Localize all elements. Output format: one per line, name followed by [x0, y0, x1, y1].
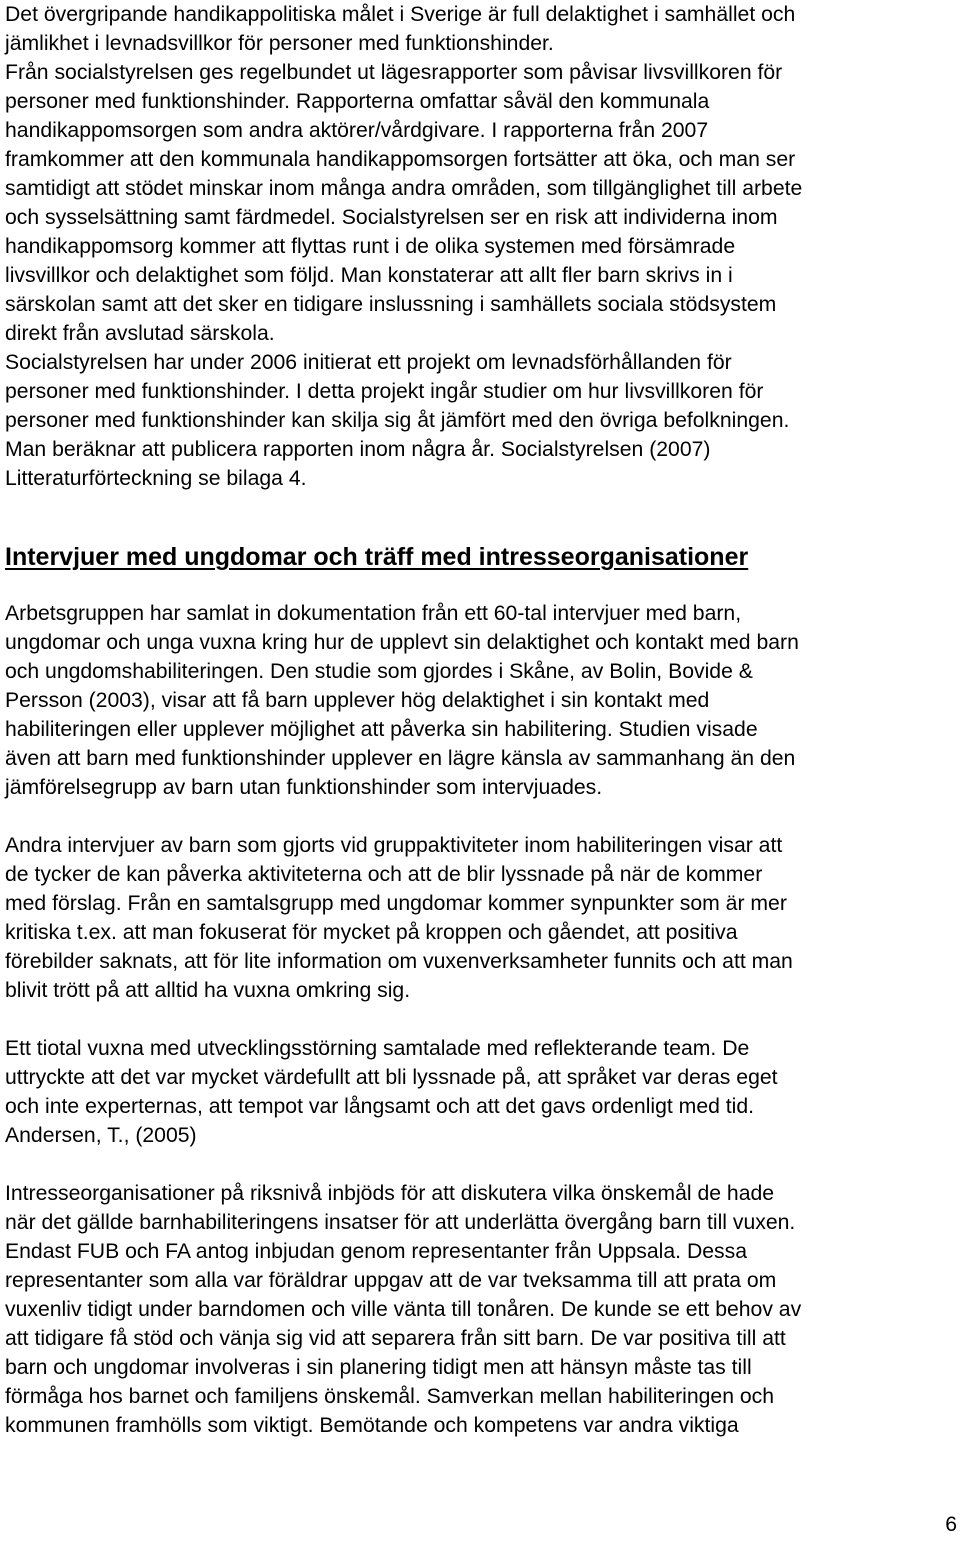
spacer	[5, 802, 953, 831]
paragraph-group-activities: Andra intervjuer av barn som gjorts vid gruppaktiviteter inom habiliteringen visar att de tycker de kan påverka aktiviteterna och att de blir lyssnade på när de kommer med förslag. Från en samtalsgrupp med ungdomar kommer synpunkter som är mer kritiska t.ex. att man fokuserat för mycket på kroppen och gåendet, att positiva förebilder saknats, att för lite information om vuxenverksamheter funnits och att man blivit trött på att alltid ha vuxna omkring sig.	[5, 834, 793, 1002]
spacer	[5, 493, 953, 541]
paragraph-policy-goal: Det övergripande handikappolitiska målet i Sverige är full delaktighet i samhället och jämlikhet i levnadsvillkor för personer med funktionshinder. Från socialstyrelsen ges regelbundet ut lägesrapporter som påvisar livsvillkoren för personer med funktionshinder. Rapporterna omfattar såväl den kommunala handikappomsorgen som andra aktörer/vårdgivare. I rapporterna från 2007 framkommer att den kommunala handikappomsorgen fortsätter att öka, och man ser samtidigt att stödet minskar inom många andra områden, som tillgänglighet till arbete och sysselsättning samt färdmedel. Socialstyrelsen ser en risk att individerna inom handikappomsorg kommer att flyttas runt i de olika systemen med försämrade livsvillkor och delaktighet som följd. Man konstaterar att allt fler barn skrivs in i särskolan samt att det sker en tidigare inslussning i samhällets sociala stödsystem direkt från avslutad särskola.	[5, 3, 803, 345]
document-page	[5, 0, 953, 1440]
page-number: 6	[945, 1513, 957, 1536]
spacer	[5, 1005, 953, 1034]
paragraph-interest-organisations: Intresseorganisationer på riksnivå inbjöds för att diskutera vilka önskemål de hade när det gällde barnhabiliteringens insatser för att underlätta övergång barn till vuxen. Endast FUB och FA antog inbjudan genom representanter från Uppsala. Dessa representanter som alla var föräldrar uppgav att de var tveksamma till att prata om vuxenliv tidigt under barndomen och ville vänta till tonåren. De kunde se ett behov av att tidigare få stöd och vänja sig vid att separera från sitt barn. De var positiva till att barn och ungdomar involveras i sin planering tidigt men att hänsyn måste tas till förmåga hos barnet och familjens önskemål. Samverkan mellan habiliteringen och kommunen framhölls som viktigt. Bemötande och kompetens var andra viktiga	[5, 1182, 802, 1437]
paragraph-socialstyrelsen-project: Socialstyrelsen har under 2006 initierat ett projekt om levnadsförhållanden för personer med funktionshinder. I detta projekt ingår studier om hur livsvillkoren för personer med funktionshinder kan skilja sig åt jämfört med den övriga befolkningen. Man beräknar att publicera rapporten inom några år. Socialstyrelsen (2007) Litteraturförteckning se bilaga 4.	[5, 351, 790, 490]
paragraph-interviews: Arbetsgruppen har samlat in dokumentation från ett 60-tal intervjuer med barn, ungdomar och unga vuxna kring hur de upplevt sin delaktighet och kontakt med barn och ungdomshabiliteringen. Den studie som gjordes i Skåne, av Bolin, Bovide & Persson (2003), visar att få barn upplever hög delaktighet i sin kontakt med habiliteringen eller upplever möjlighet att påverka sin habilitering. Studien visade även att barn med funktionshinder upplever en lägre känsla av sammanhang än den jämförelsegrupp av barn utan funktionshinder som intervjuades.	[5, 602, 799, 799]
spacer	[5, 573, 953, 599]
spacer	[5, 1150, 953, 1179]
section-heading: Intervjuer med ungdomar och träff med intresseorganisationer	[5, 543, 749, 571]
paragraph-reflecting-team: Ett tiotal vuxna med utvecklingsstörning samtalade med reflekterande team. De uttryckte att det var mycket värdefullt att bli lyssnade på, att språket var deras eget och inte experternas, att tempot var långsamt och att det gavs ordenligt med tid. Andersen, T., (2005)	[5, 1037, 778, 1147]
